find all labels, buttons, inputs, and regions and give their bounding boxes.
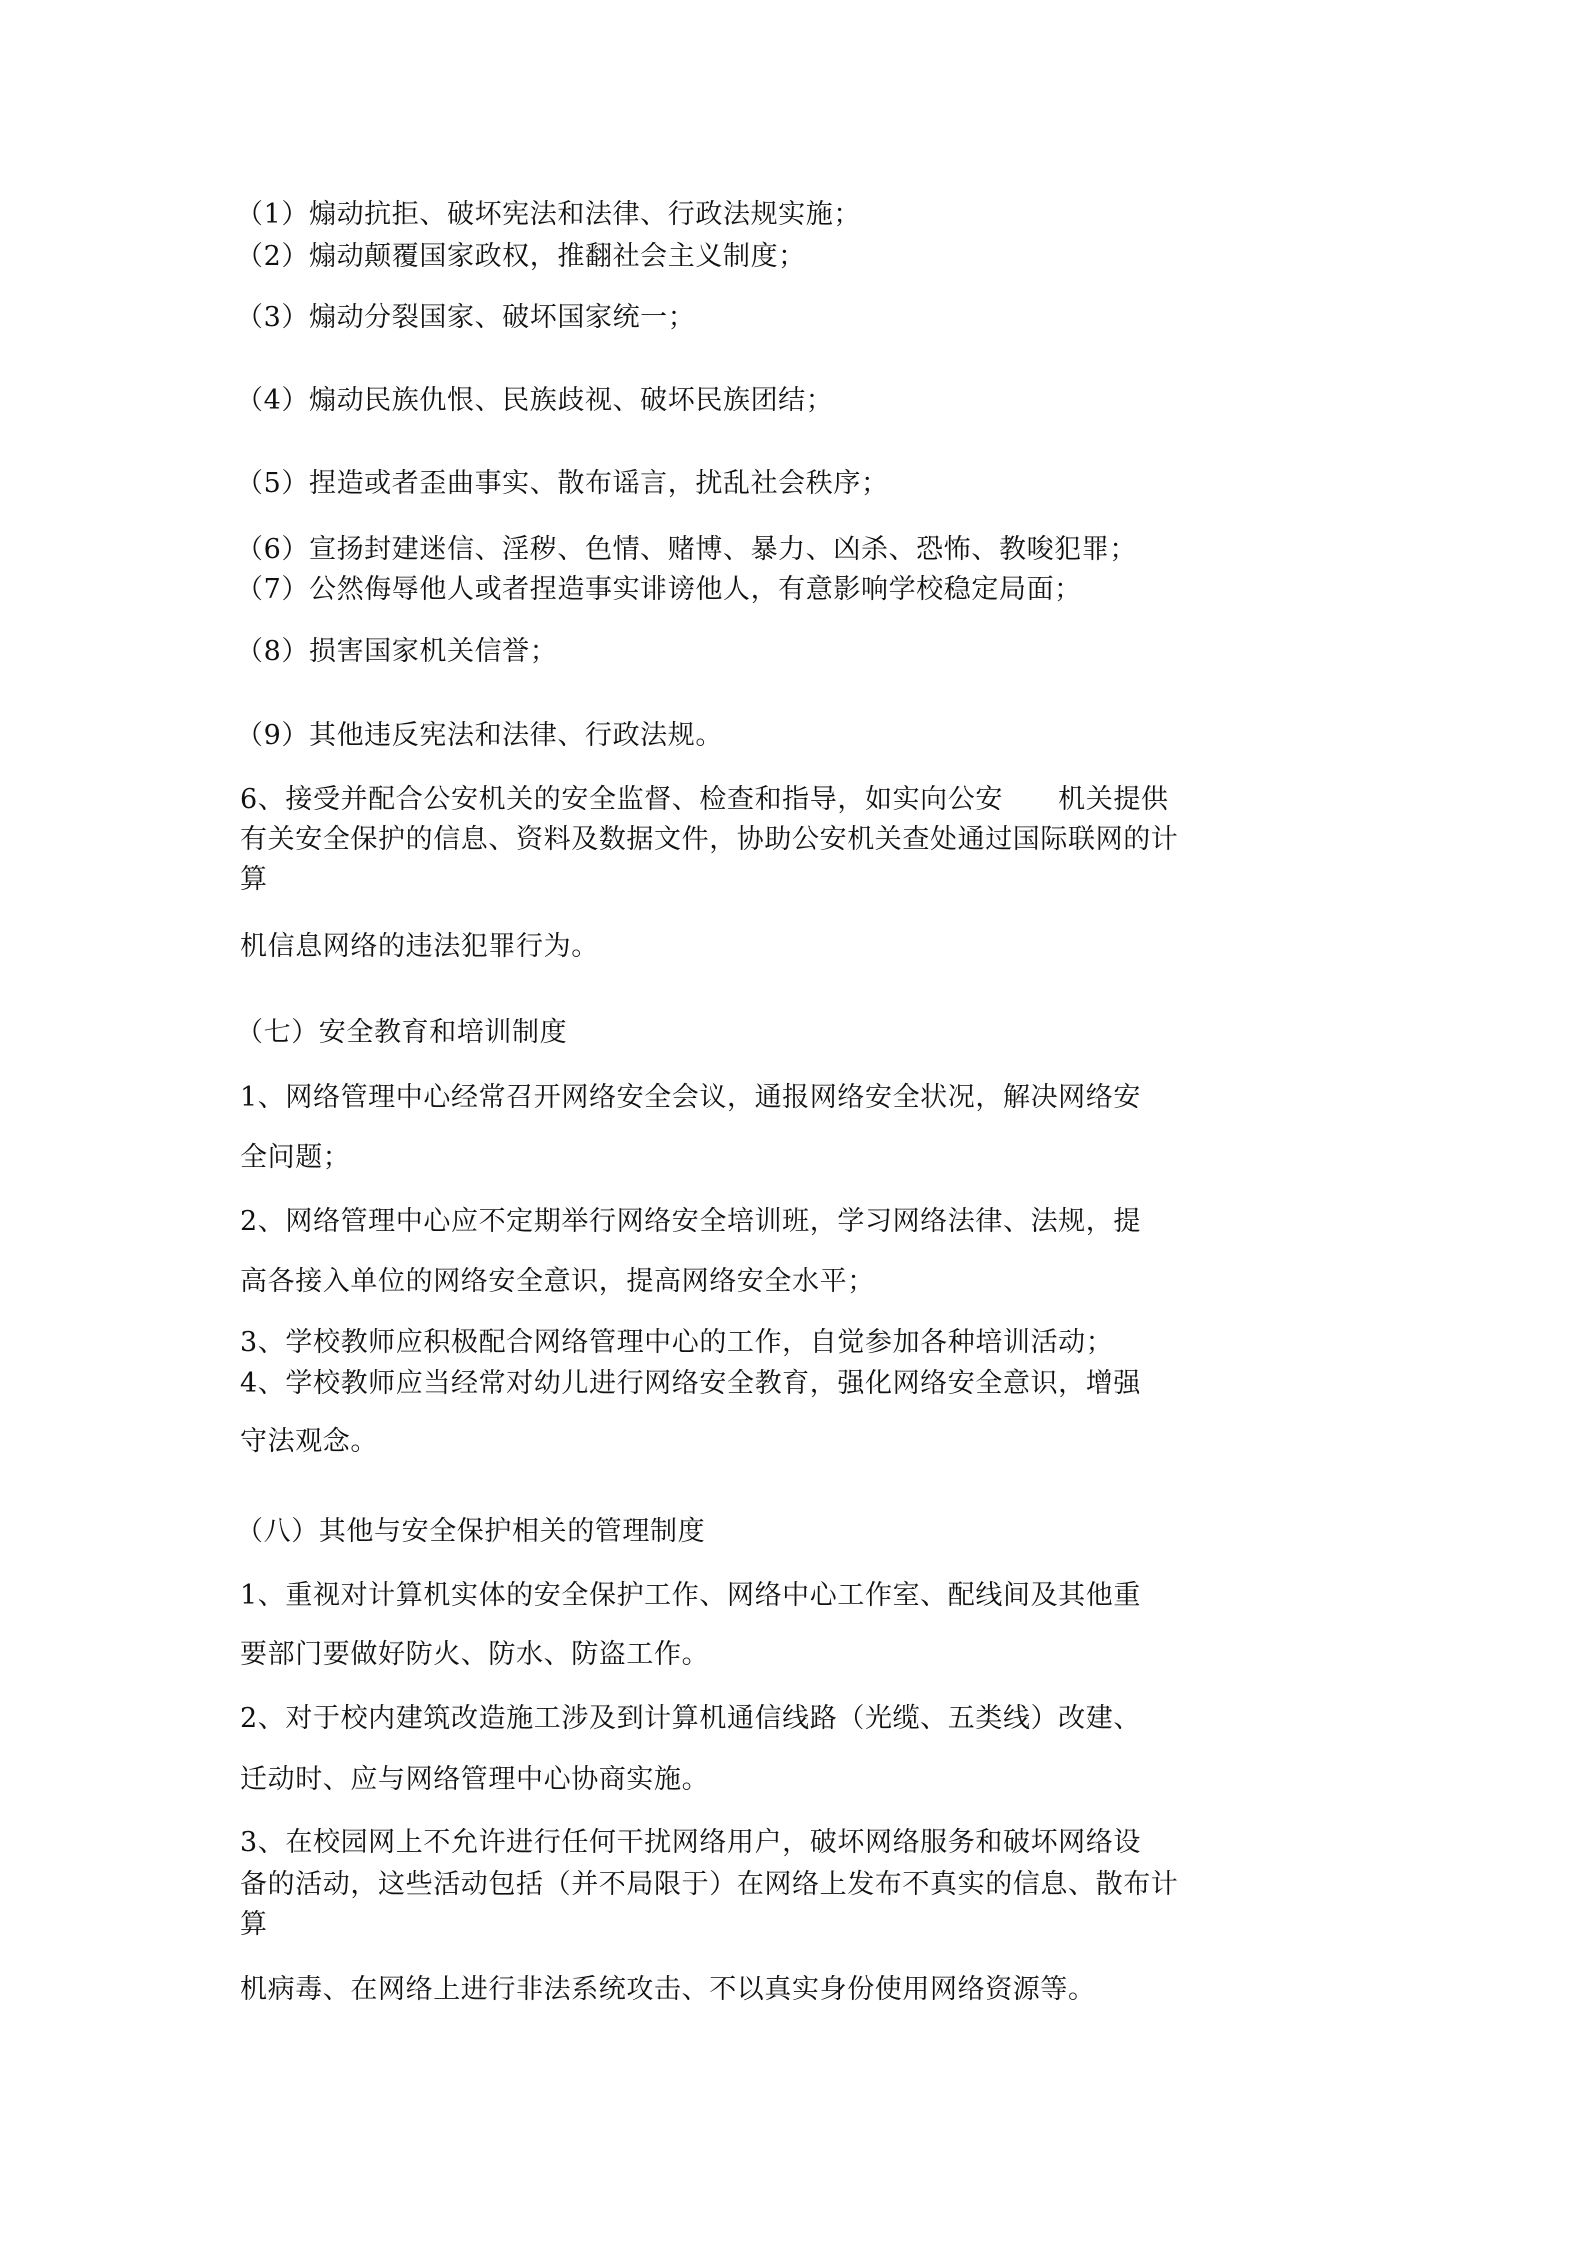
list-item-1: （1）煽动抗拒、破坏宪法和法律、行政法规实施； (236, 199, 861, 230)
section-7-item-3: 3、学校教师应积极配合网络管理中心的工作，自觉参加各种培训活动； (240, 1327, 1114, 1358)
section-8-item-3-line-3: 算 (240, 1909, 268, 1940)
list-item-2: （2）煽动颠覆国家政权，推翻社会主义制度； (236, 241, 806, 272)
section-7-item-2-line-1: 2、网络管理中心应不定期举行网络安全培训班，学习网络法律、法规，提 (240, 1206, 1141, 1237)
section-8-item-3-line-4: 机病毒、在网络上进行非法系统攻击、不以真实身份使用网络资源等。 (240, 1974, 1096, 2005)
section-7-item-2-line-2: 高各接入单位的网络安全意识，提高网络安全水平； (240, 1266, 875, 1297)
paragraph-6-line-3: 算 (240, 864, 268, 895)
list-item-5: （5）捏造或者歪曲事实、散布谣言，扰乱社会秩序； (236, 468, 889, 499)
section-8-item-2-line-1: 2、对于校内建筑改造施工涉及到计算机通信线路（光缆、五类线）改建、 (240, 1703, 1141, 1734)
list-item-9: （9）其他违反宪法和法律、行政法规。 (236, 720, 723, 751)
paragraph-6-line-4: 机信息网络的违法犯罪行为。 (240, 931, 599, 962)
section-8-item-2-line-2: 迁动时、应与网络管理中心协商实施。 (240, 1764, 710, 1795)
section-8-item-3-line-1: 3、在校园网上不允许进行任何干扰网络用户，破坏网络服务和破坏网络设 (240, 1827, 1141, 1858)
paragraph-6-line-1: 6、接受并配合公安机关的安全监督、检查和指导，如实向公安 机关提供 (240, 784, 1169, 815)
section-8-item-3-line-2: 备的活动，这些活动包括（并不局限于）在网络上发布不真实的信息、散布计 (240, 1869, 1179, 1900)
section-8-item-1-line-2: 要部门要做好防火、防水、防盗工作。 (240, 1639, 710, 1670)
section-heading-7: （七）安全教育和培训制度 (236, 1017, 568, 1048)
paragraph-6-line-2: 有关安全保护的信息、资料及数据文件，协助公安机关查处通过国际联网的计 (240, 824, 1179, 855)
section-8-item-1-line-1: 1、重视对计算机实体的安全保护工作、网络中心工作室、配线间及其他重 (240, 1580, 1141, 1611)
list-item-6: （6）宣扬封建迷信、淫秽、色情、赌博、暴力、凶杀、恐怖、教唆犯罪； (236, 534, 1137, 565)
section-7-item-1-line-1: 1、网络管理中心经常召开网络安全会议，通报网络安全状况，解决网络安 (240, 1082, 1141, 1113)
list-item-3: （3）煽动分裂国家、破坏国家统一； (236, 302, 696, 333)
list-item-8: （8）损害国家机关信誉； (236, 636, 558, 667)
section-heading-8: （八）其他与安全保护相关的管理制度 (236, 1516, 706, 1547)
section-7-item-4-line-1: 4、学校教师应当经常对幼儿进行网络安全教育，强化网络安全意识，增强 (240, 1368, 1141, 1399)
list-item-7: （7）公然侮辱他人或者捏造事实诽谤他人，有意影响学校稳定局面； (236, 574, 1082, 605)
section-7-item-1-line-2: 全问题； (240, 1142, 351, 1173)
list-item-4: （4）煽动民族仇恨、民族歧视、破坏民族团结； (236, 385, 834, 416)
section-7-item-4-line-2: 守法观念。 (240, 1426, 378, 1457)
